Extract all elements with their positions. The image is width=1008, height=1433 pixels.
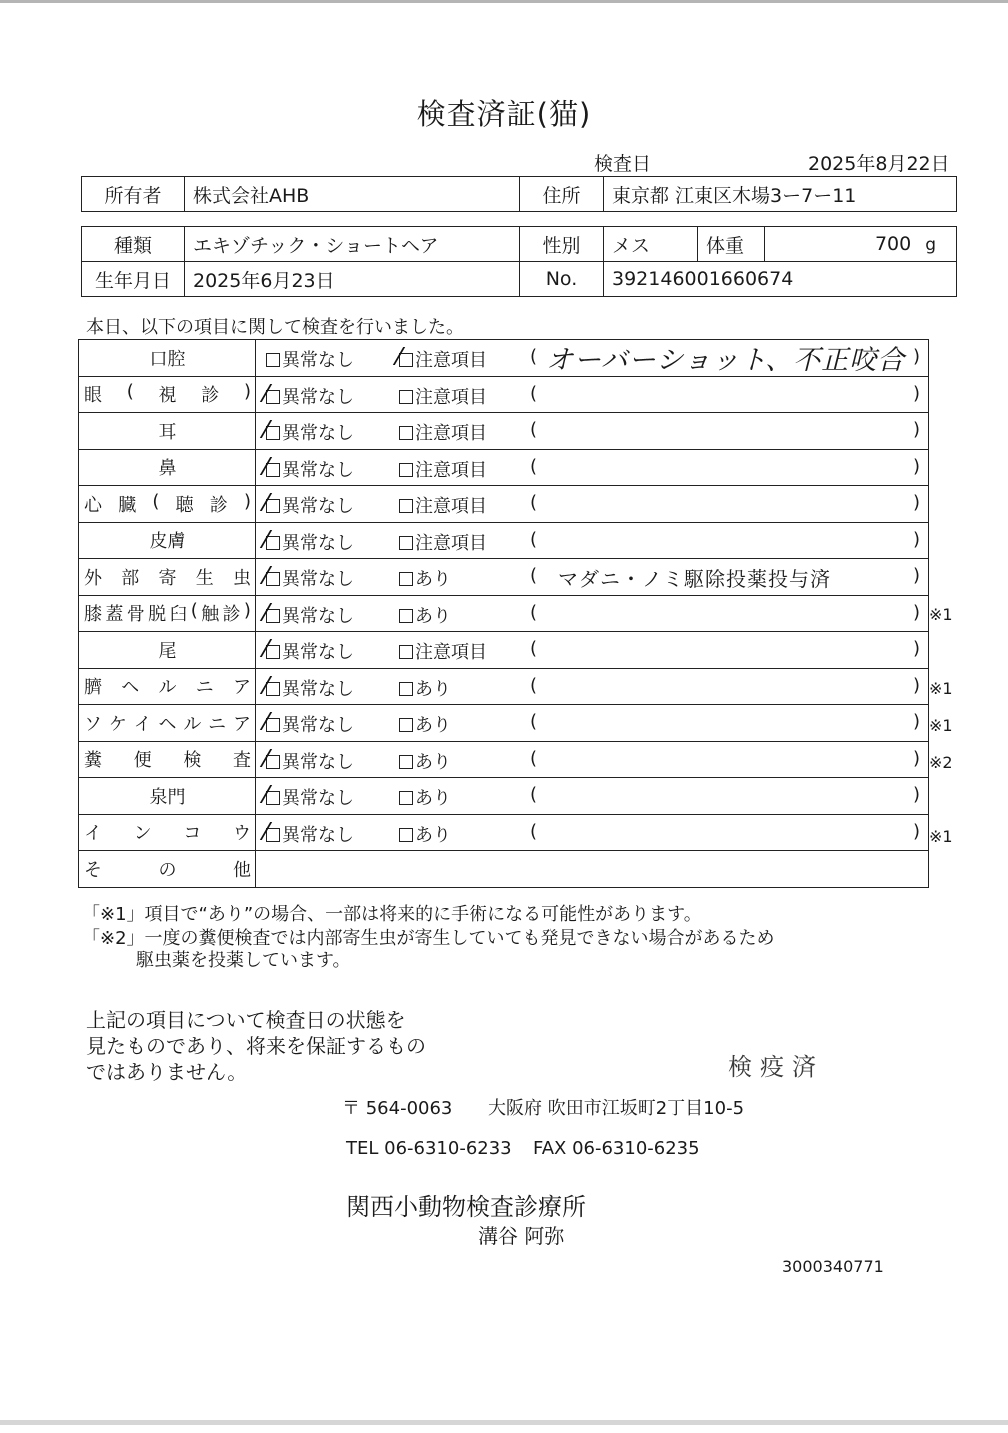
open-paren: ( — [530, 638, 538, 659]
open-paren: ( — [530, 784, 538, 805]
no-label: No. — [520, 262, 604, 297]
secondary-option-label: 注意項目 — [415, 350, 487, 371]
exam-item-label: 臍 ヘ ル ニ ア — [84, 677, 251, 699]
open-paren: ( — [530, 711, 538, 732]
checkbox-icon[interactable] — [266, 791, 280, 805]
exam-item-label: 外 部 寄 生 虫 — [84, 567, 251, 589]
normal-option-label: 異常なし — [282, 496, 354, 517]
exam-result-cell — [256, 376, 929, 413]
close-paren: ) — [912, 674, 920, 696]
note-2: 「※2」一度の糞便検査では内部寄生虫が寄生していても発見できない場合があるため — [82, 928, 775, 949]
exam-item-cell — [79, 668, 256, 705]
exam-row — [79, 413, 929, 450]
close-paren: ) — [912, 747, 920, 769]
normal-option[interactable] — [266, 748, 354, 774]
secondary-option-label: 注意項目 — [415, 496, 487, 517]
normal-option[interactable] — [266, 602, 354, 628]
secondary-option-label: あり — [415, 678, 451, 700]
close-paren: ) — [912, 528, 920, 550]
open-paren: ( — [530, 601, 538, 623]
normal-option[interactable] — [266, 419, 354, 445]
clinic-tel: TEL 06-6310-6233 — [346, 1138, 512, 1159]
exam-item-label: 尾 — [158, 640, 177, 662]
exam-row — [79, 486, 929, 523]
exam-item-cell — [79, 814, 256, 851]
secondary-option-label: 注意項目 — [415, 459, 487, 481]
checkbox-icon[interactable] — [266, 755, 280, 769]
clinic-postal: 〒 564-0063 — [342, 1098, 453, 1119]
inspection-date-label: 検査日 — [594, 153, 652, 175]
secondary-option-label: 注意項目 — [415, 642, 487, 663]
secondary-option-label: あり — [415, 788, 451, 809]
scan-edge-top — [0, 0, 1008, 3]
exam-row — [79, 340, 929, 377]
other-label: そ の 他 — [84, 859, 251, 881]
secondary-option-label: あり — [415, 569, 451, 590]
exam-row — [79, 449, 929, 486]
exam-result-cell — [256, 741, 929, 778]
normal-option-label: 異常なし — [282, 642, 354, 663]
owner-table — [81, 176, 957, 212]
checkbox-icon[interactable] — [399, 755, 413, 769]
exam-note: マダニ・ノミ駆除投薬投与済 — [558, 567, 831, 591]
close-paren: ) — [912, 382, 920, 404]
checkbox-icon[interactable] — [266, 353, 280, 367]
exam-item-cell — [79, 413, 256, 450]
checkbox-icon[interactable] — [266, 390, 280, 404]
checkbox-icon[interactable] — [399, 791, 413, 805]
exam-row — [79, 595, 929, 632]
weight-value: 700 — [874, 233, 912, 255]
close-paren: ) — [912, 711, 920, 732]
footnote-mark: ※2 — [929, 753, 953, 773]
page-title: 検査済証(猫) — [416, 97, 592, 131]
close-paren: ) — [912, 601, 920, 623]
normal-option-label: 異常なし — [282, 423, 354, 444]
checkbox-icon[interactable] — [399, 390, 413, 404]
note-1: 「※1」項目で“あり”の場合、一部は将来的に手術になる可能性があります。 — [82, 904, 702, 925]
close-paren: ) — [912, 346, 920, 367]
exam-item-cell — [79, 340, 256, 377]
exam-row — [79, 705, 929, 742]
checkbox-icon[interactable] — [266, 682, 280, 696]
exam-result-cell — [256, 778, 929, 815]
inspection-date-value: 2025年8月22日 — [808, 153, 950, 175]
open-paren: ( — [530, 528, 538, 550]
quarantine-stamp: 検疫済 — [728, 1053, 824, 1081]
note-2-cont: 駆虫薬を投薬しています。 — [136, 950, 351, 971]
exam-item-cell — [79, 705, 256, 742]
exam-row-other — [79, 851, 929, 888]
footnote-mark: ※1 — [929, 827, 953, 847]
close-paren: ) — [912, 784, 920, 805]
exam-row — [79, 814, 929, 851]
normal-option-label: 異常なし — [282, 788, 354, 809]
open-paren: ( — [530, 346, 538, 367]
secondary-option[interactable] — [399, 784, 451, 810]
open-paren: ( — [530, 492, 538, 513]
exam-item-cell — [79, 595, 256, 632]
exam-result-cell — [256, 595, 929, 632]
exam-item-label: ソ ケ イ ヘ ル ニ ア — [84, 713, 251, 735]
exam-item-label: イ ン コ ウ — [84, 823, 251, 845]
secondary-option[interactable] — [399, 748, 451, 774]
scan-edge-bottom — [0, 1420, 1008, 1425]
exam-item-label: 心 臓 ( 聴 診 ) — [84, 490, 251, 516]
clinic-address: 大阪府 吹田市江坂町2丁目10-5 — [488, 1098, 745, 1119]
sex-label: 性別 — [520, 227, 604, 262]
secondary-option[interactable] — [399, 346, 487, 372]
secondary-option[interactable] — [399, 565, 451, 591]
normal-option[interactable] — [266, 492, 354, 518]
checkbox-icon[interactable] — [399, 572, 413, 586]
exam-item-cell — [79, 851, 256, 888]
normal-option[interactable] — [266, 565, 354, 591]
exam-result-cell — [256, 559, 929, 596]
exam-item-label: 皮膚 — [149, 531, 186, 553]
open-paren: ( — [530, 747, 538, 769]
exam-item-cell — [79, 741, 256, 778]
normal-option[interactable] — [266, 346, 354, 372]
exam-result-cell — [256, 705, 929, 742]
weight-cell — [765, 227, 957, 262]
exam-item-label: 口腔 — [149, 348, 186, 370]
checkbox-icon[interactable] — [399, 463, 413, 477]
disclaimer-line-2: 見たものであり、将来を保証するもの — [86, 1034, 426, 1058]
handwritten-note: オーバーショット、不正咬合 — [546, 345, 906, 376]
close-paren: ) — [912, 455, 920, 477]
breed-label: 種類 — [82, 227, 185, 262]
checkbox-icon[interactable] — [399, 353, 413, 367]
exam-result-cell — [256, 486, 929, 523]
owner-value: 株式会社AHB — [185, 177, 520, 212]
exam-result-cell — [256, 340, 929, 377]
sex-value: メス — [604, 227, 698, 262]
normal-option-label: 異常なし — [282, 751, 354, 773]
footnote-mark: ※1 — [929, 716, 953, 735]
normal-option[interactable] — [266, 784, 354, 810]
exam-item-label: 糞 便 検 査 — [84, 750, 251, 772]
open-paren: ( — [530, 565, 538, 586]
birth-value: 2025年6月23日 — [185, 262, 520, 297]
secondary-option[interactable] — [399, 492, 487, 518]
normal-option-label: 異常なし — [282, 532, 354, 554]
checkbox-icon[interactable] — [399, 609, 413, 623]
checkbox-icon[interactable] — [399, 536, 413, 550]
normal-option-label: 異常なし — [282, 824, 354, 846]
close-paren: ) — [912, 565, 920, 586]
footnote-mark: ※1 — [929, 604, 953, 624]
checkbox-icon[interactable] — [266, 572, 280, 586]
secondary-option[interactable] — [399, 675, 451, 701]
close-paren: ) — [912, 492, 920, 513]
birth-label: 生年月日 — [82, 262, 185, 297]
exam-item-cell — [79, 559, 256, 596]
secondary-option[interactable] — [399, 711, 451, 737]
exam-item-cell — [79, 376, 256, 413]
other-field[interactable] — [256, 851, 929, 888]
exam-row — [79, 778, 929, 815]
clinic-name: 関西小動物検査診療所 — [346, 1193, 586, 1221]
disclaimer-line-3: ではありません。 — [86, 1060, 248, 1084]
secondary-option[interactable] — [399, 602, 451, 628]
secondary-option-label: あり — [415, 824, 451, 846]
checkbox-icon[interactable] — [266, 828, 280, 842]
address-label: 住所 — [520, 177, 604, 212]
secondary-option[interactable] — [399, 638, 487, 664]
secondary-option-label: あり — [415, 605, 451, 627]
exam-result-cell — [256, 449, 929, 486]
animal-table — [81, 226, 957, 297]
normal-option[interactable] — [266, 821, 354, 847]
clinic-person: 溝谷 阿弥 — [478, 1224, 565, 1248]
exam-item-label: 泉門 — [149, 786, 186, 808]
normal-option[interactable] — [266, 675, 354, 701]
intro-text: 本日、以下の項目に関して検査を行いました。 — [86, 317, 464, 338]
exam-result-cell — [256, 413, 929, 450]
normal-option-label: 異常なし — [282, 459, 354, 481]
weight-unit: g — [925, 235, 936, 255]
exam-row — [79, 741, 929, 778]
checkbox-icon[interactable] — [266, 463, 280, 477]
open-paren: ( — [530, 419, 538, 440]
checkbox-icon[interactable] — [266, 609, 280, 623]
exam-item-cell — [79, 449, 256, 486]
document-number: 3000340771 — [782, 1257, 884, 1276]
normal-option[interactable] — [266, 383, 354, 409]
exam-row — [79, 559, 929, 596]
normal-option[interactable] — [266, 456, 354, 482]
exam-item-label: 鼻 — [158, 458, 177, 480]
exam-result-cell — [256, 668, 929, 705]
secondary-option-label: 注意項目 — [415, 423, 487, 444]
secondary-option[interactable] — [399, 383, 487, 409]
exam-row — [79, 522, 929, 559]
secondary-option[interactable] — [399, 456, 487, 482]
normal-option[interactable] — [266, 638, 354, 664]
exam-item-cell — [79, 522, 256, 559]
checkbox-icon[interactable] — [266, 426, 280, 440]
exam-item-label: 眼 ( 視 診 ) — [84, 381, 251, 407]
exam-row — [79, 668, 929, 705]
open-paren: ( — [530, 820, 538, 842]
normal-option-label: 異常なし — [282, 715, 354, 736]
checkbox-icon[interactable] — [399, 682, 413, 696]
address-value: 東京都 江東区木場3ー7ー11 — [604, 177, 957, 212]
exam-item-label: 膝 蓋 骨 脱 臼 ( 触 診 ) — [84, 600, 251, 626]
checkbox-icon[interactable] — [399, 828, 413, 842]
checkbox-icon[interactable] — [266, 536, 280, 550]
close-paren: ) — [912, 820, 920, 842]
checkbox-icon[interactable] — [399, 645, 413, 659]
exam-item-cell — [79, 778, 256, 815]
weight-label: 体重 — [698, 227, 765, 262]
open-paren: ( — [530, 455, 538, 477]
normal-option-label: 異常なし — [282, 350, 354, 371]
checkbox-icon[interactable] — [399, 499, 413, 513]
no-value: 392146001660674 — [604, 262, 957, 297]
secondary-option[interactable] — [399, 821, 451, 847]
checkbox-icon[interactable] — [399, 718, 413, 732]
exam-row — [79, 376, 929, 413]
normal-option-label: 異常なし — [282, 605, 354, 627]
checkbox-icon[interactable] — [399, 426, 413, 440]
normal-option-label: 異常なし — [282, 386, 354, 408]
exam-item-cell — [79, 486, 256, 523]
secondary-option-label: あり — [415, 751, 451, 773]
normal-option[interactable] — [266, 711, 354, 737]
open-paren: ( — [530, 674, 538, 696]
exam-row — [79, 632, 929, 669]
checkbox-icon[interactable] — [266, 718, 280, 732]
exam-result-cell — [256, 632, 929, 669]
secondary-option[interactable] — [399, 529, 487, 555]
exam-item-cell — [79, 632, 256, 669]
exam-result-cell — [256, 522, 929, 559]
exam-result-cell — [256, 814, 929, 851]
close-paren: ) — [912, 638, 920, 659]
owner-label: 所有者 — [82, 177, 185, 212]
normal-option[interactable] — [266, 529, 354, 555]
secondary-option[interactable] — [399, 419, 487, 445]
checkbox-icon[interactable] — [266, 499, 280, 513]
footnote-mark: ※1 — [929, 678, 953, 698]
secondary-option-label: 注意項目 — [415, 386, 487, 408]
checkbox-icon[interactable] — [266, 645, 280, 659]
normal-option-label: 異常なし — [282, 569, 354, 590]
exam-item-label: 耳 — [158, 421, 177, 443]
exam-table — [78, 339, 929, 888]
disclaimer-line-1: 上記の項目について検査日の状態を — [86, 1008, 406, 1032]
secondary-option-label: 注意項目 — [415, 532, 487, 554]
normal-option-label: 異常なし — [282, 678, 354, 700]
breed-value: エキゾチック・ショートヘア — [185, 227, 520, 262]
close-paren: ) — [912, 419, 920, 440]
secondary-option-label: あり — [415, 715, 451, 736]
open-paren: ( — [530, 382, 538, 404]
clinic-fax: FAX 06-6310-6235 — [533, 1138, 700, 1159]
